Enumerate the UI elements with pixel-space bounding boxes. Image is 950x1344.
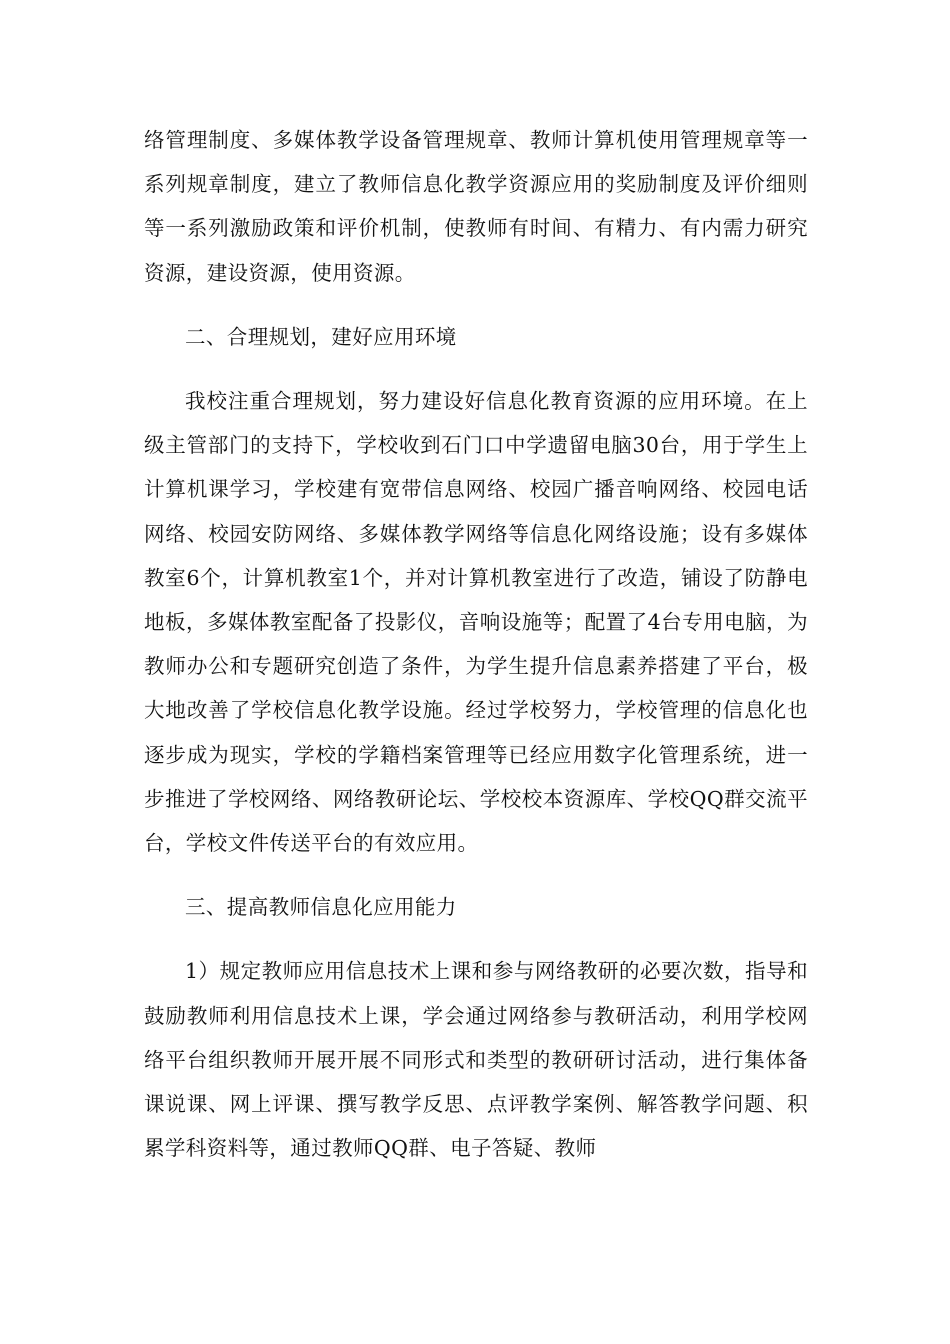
document-body: [144, 118, 808, 1170]
paragraph-continuation: 络管理制度、多媒体教学设备管理规章、教师计算机使用管理规章等一系列规章制度，建立了教师信息化教学资源应用的奖励制度及评价细则等一系列激励政策和评价机制，使教师有时间、有精力、有内需力研究资源，建设资源，使用资源。: [144, 128, 808, 285]
section-heading-3: 三、提高教师信息化应用能力: [185, 895, 457, 920]
paragraph-teacher-ability: 1）规定教师应用信息技术上课和参与网络教研的必要次数，指导和鼓励教师利用信息技术上课，学会通过网络参与教研活动，利用学校网络平台组织教师开展开展不同形式和类型的教研研讨活动，进行集体备课说课、网上评课、撰写教学反思、点评教学案例、解答教学问题、积累学科资料等，通过教师QQ群、电子答疑、教师: [144, 959, 808, 1161]
section-heading-2: 二、合理规划，建好应用环境: [185, 324, 457, 349]
paragraph-application-environment: 我校注重合理规划，努力建设好信息化教育资源的应用环境。在上级主管部门的支持下，学校收到石门口中学遗留电脑30台，用于学生上计算机课学习，学校建有宽带信息网络、校园广播音响网络、校园电话网络、校园安防网络、多媒体教学网络等信息化网络设施；设有多媒体教室6个，计算机教室1个，并对计算机教室进行了改造，铺设了防静电地板，多媒体教室配备了投影仪，音响设施等；配置了4台专用电脑，为教师办公和专题研究创造了条件，为学生提升信息素养搭建了平台，极大地改善了学校信息化教学设施。经过学校努力，学校管理的信息化也逐步成为现实，学校的学籍档案管理等已经应用数字化管理系统，进一步推进了学校网络、网络教研论坛、学校校本资源库、学校QQ群交流平台，学校文件传送平台的有效应用。: [144, 389, 808, 856]
